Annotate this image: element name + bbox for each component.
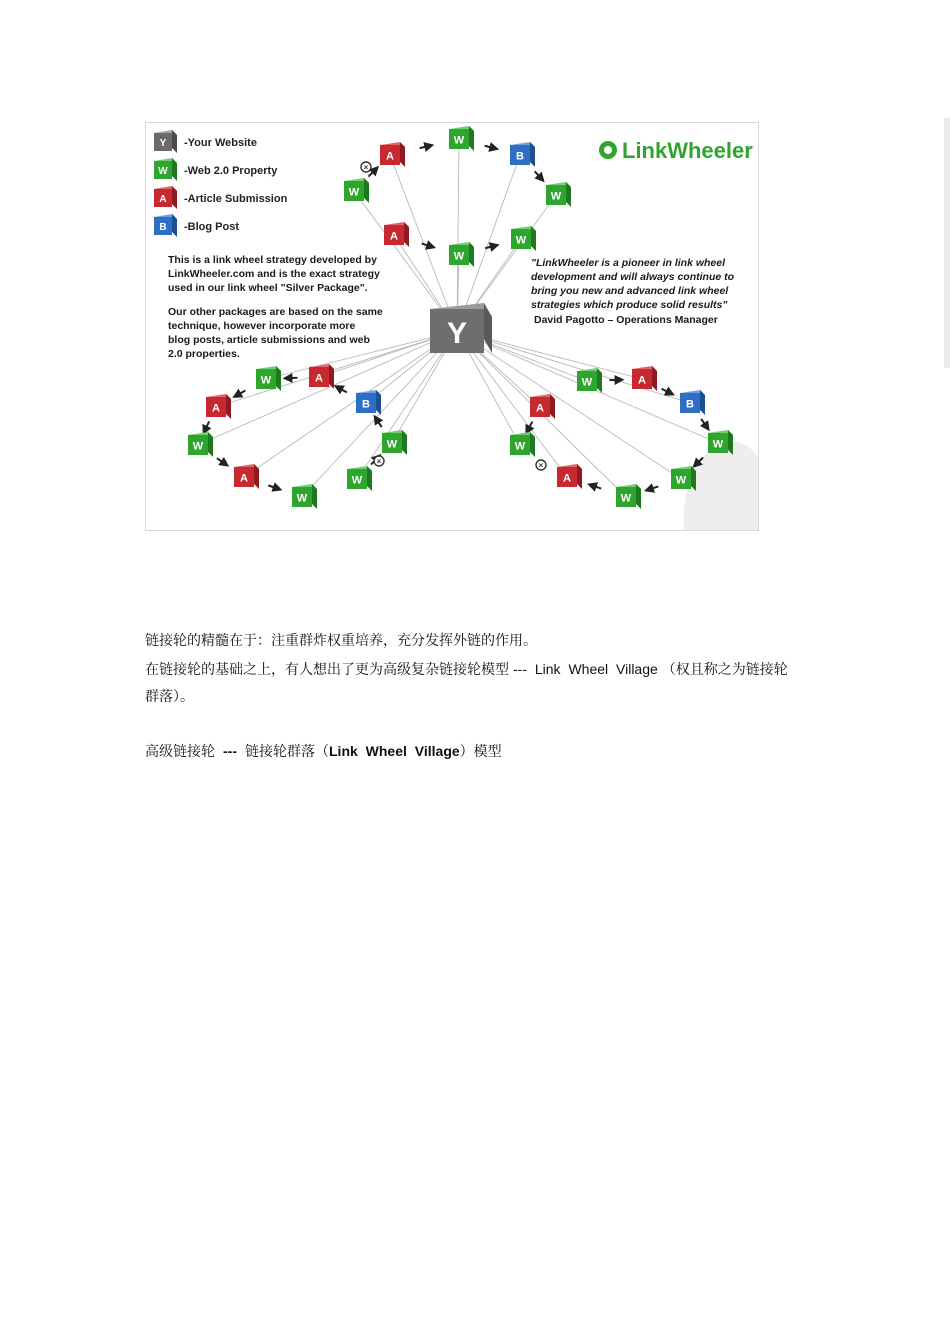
broken-link-icon [361,162,371,172]
wheel-node-w [577,368,602,393]
wheel-node-a [384,222,409,247]
svg-text:A: A [390,230,398,243]
link-wheel-diagram [146,123,759,531]
flow-arrow [237,391,246,396]
svg-text:W: W [386,438,398,451]
svg-text:W: W [515,234,527,247]
paragraph-village-intro [145,656,805,711]
link-wheel-figure [145,122,759,531]
brand-logo [599,138,753,163]
svg-text:×: × [538,461,544,470]
quote-line: bring you new and advanced link wheel [531,285,729,297]
paragraph-essence: 链接轮的精髓在于：注重群炸权重培养，充分发挥外链的作用。 [145,633,537,649]
legend-swatch-y [154,130,177,153]
wheel-node-a [206,394,231,419]
description-text [168,254,383,360]
svg-text:B: B [362,398,370,411]
legend-label: -Your Website [184,137,257,149]
svg-text:W: W [453,250,465,263]
svg-text:W: W [712,438,724,451]
svg-text:×: × [363,163,369,172]
quote-line: "LinkWheeler is a pioneer in link wheel [531,257,726,269]
svg-text:A: A [315,372,323,385]
wheel-node-w [347,466,372,491]
legend-label: -Web 2.0 Property [184,165,278,177]
brand-name: LinkWheeler [622,138,753,163]
legend-swatch-b [154,214,177,237]
flow-arrow [485,246,495,248]
flow-arrow [420,146,430,148]
village-intro-note-end: 群落）。 [145,689,194,705]
village-intro-note: （权且称之为链接轮 [661,662,788,678]
description-line: Our other packages are based on the same [168,306,383,318]
description-line: used in our link wheel "Silver Package". [168,282,368,294]
broken-link-icon [374,456,384,466]
wheel-node-a [380,142,405,167]
wheel-node-a [557,464,582,489]
legend [154,130,288,237]
village-intro-text: 在链接轮的基础之上，有人想出了更为高级复杂链接轮模型 [145,662,509,678]
svg-text:A: A [212,402,220,415]
broken-link-icon [536,460,546,470]
svg-text:W: W [620,492,632,505]
heading-dashes: --- [223,743,237,759]
svg-text:W: W [351,474,363,487]
svg-text:W: W [453,134,465,147]
page-edge-shadow [944,118,950,368]
heading-part: ）模型 [459,744,502,760]
svg-text:B: B [159,221,167,233]
svg-text:A: A [536,402,544,415]
center-letter: Y [446,317,468,350]
svg-text:A: A [563,472,571,485]
wheel-node-b [680,390,705,415]
wheel-node-w [511,226,536,251]
center-node-your-website [430,303,492,353]
quote-text [531,257,735,311]
flow-arrow [535,171,542,178]
section-heading [145,738,805,766]
svg-text:B: B [516,150,524,163]
wheel-node-w [188,432,213,457]
svg-text:A: A [386,150,394,163]
wheel-node-w [510,432,535,457]
wheel-node-a [530,394,555,419]
flow-arrow [701,419,707,427]
legend-label: -Article Submission [184,193,288,205]
flow-arrow [268,485,277,488]
wheel-node-w [616,484,641,509]
svg-text:W: W [260,374,272,387]
flow-arrow [376,419,381,427]
flow-arrow [485,146,495,149]
wheel-node-w [449,242,474,267]
wheel-node-a [632,366,657,391]
svg-text:B: B [686,398,694,411]
flow-arrow [592,485,601,488]
description-line: technique, however incorporate more [168,320,356,332]
svg-text:W: W [192,440,204,453]
quote-line: strategies which produce solid results" [531,299,728,311]
wheel-node-w [546,182,571,207]
svg-text:W: W [675,474,687,487]
svg-text:A: A [159,193,167,205]
wheel-node-b [356,390,381,415]
wheel-node-a [234,464,259,489]
quote-attribution: David Pagotto – Operations Manager [534,314,718,326]
svg-text:A: A [240,472,248,485]
flow-arrow [338,388,347,393]
svg-text:Y: Y [159,137,167,149]
wheel-node-w [382,430,407,455]
svg-text:W: W [158,165,168,177]
wheel-node-w [292,484,317,509]
flow-arrow [422,244,432,247]
svg-text:W: W [348,186,360,199]
wheel-node-w [708,430,733,455]
quote-line: development and will always continue to [531,271,735,283]
village-intro-term: --- Link Wheel Village [513,661,658,677]
wheel-node-w [671,466,696,491]
wheel-node-w [449,126,474,151]
heading-term: Link Wheel Village [329,743,460,759]
wheel-node-b [510,142,535,167]
description-line: blog posts, article submissions and web [168,334,370,346]
legend-swatch-a [154,186,177,209]
svg-text:×: × [376,457,382,466]
description-line: 2.0 properties. [168,348,240,360]
flow-arrow [649,486,659,489]
wheel-node-a [309,364,334,389]
description-line: This is a link wheel strategy developed by [168,254,377,266]
svg-text:W: W [581,376,593,389]
heading-part: 高级链接轮 [145,744,215,760]
flow-arrow [662,389,671,393]
flow-arrow [205,421,209,430]
svg-text:W: W [296,492,308,505]
heading-part: 链接轮群落（ [245,744,329,760]
flow-arrow [217,458,225,464]
legend-label: -Blog Post [184,221,239,233]
wheel-node-w [256,366,281,391]
svg-text:W: W [514,440,526,453]
svg-text:W: W [550,190,562,203]
wheel-node-w [344,178,369,203]
description-line: LinkWheeler.com and is the exact strategy [168,268,380,280]
svg-text:A: A [638,374,646,387]
legend-swatch-w [154,158,177,181]
